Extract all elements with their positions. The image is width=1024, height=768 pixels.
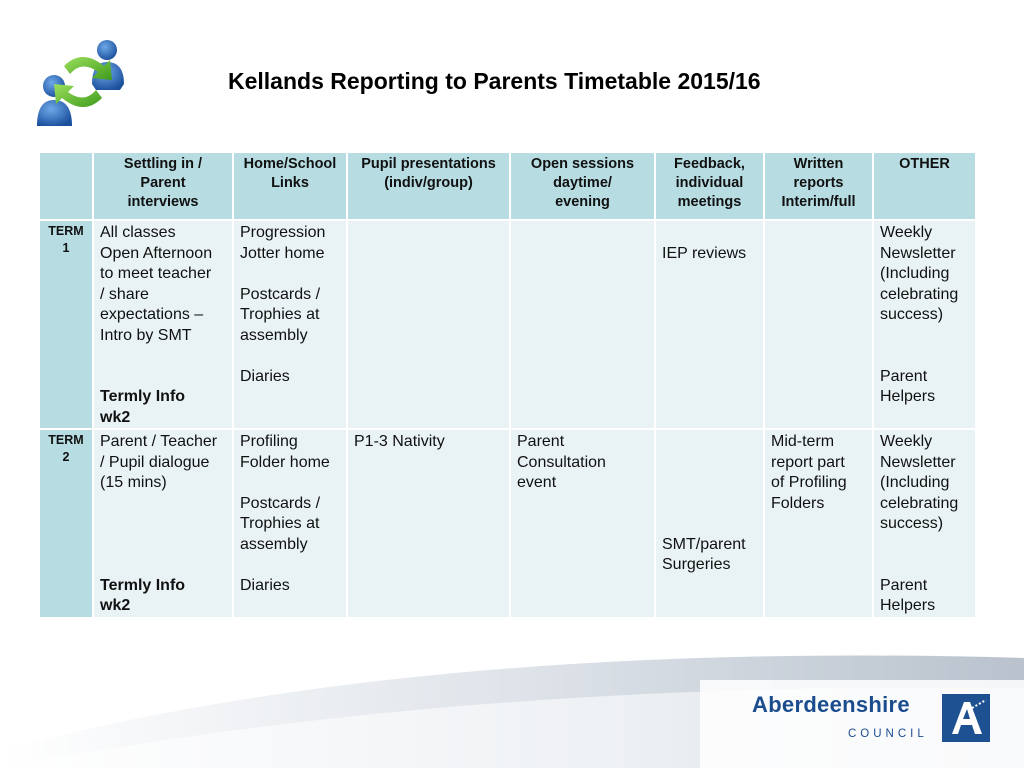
cell-line: Pupil presentations xyxy=(361,156,496,172)
line-gap xyxy=(880,326,969,347)
line-gap xyxy=(100,555,226,576)
table-cell xyxy=(764,220,873,429)
cell-line: Newsletter xyxy=(880,244,956,262)
people-exchange-icon xyxy=(32,36,132,130)
cell-line: / Pupil dialogue xyxy=(100,453,210,471)
column-header xyxy=(655,152,764,220)
cell-line: assembly xyxy=(240,535,308,553)
cell-line: report part xyxy=(771,453,845,471)
cell-line: Feedback, xyxy=(674,156,745,172)
column-header xyxy=(764,152,873,220)
line-gap xyxy=(240,555,340,576)
cell-line: interviews xyxy=(127,194,199,210)
table-cell xyxy=(347,220,510,429)
header-row xyxy=(39,152,976,220)
table-cell xyxy=(764,429,873,618)
cell-line: to meet teacher xyxy=(100,265,212,282)
cell-line: Diaries xyxy=(240,367,290,385)
cell-line: TERM xyxy=(48,224,84,238)
cell-line: Weekly xyxy=(880,224,933,241)
cell-line: Progression xyxy=(240,224,326,241)
cell-line: (Including xyxy=(880,265,950,282)
cell-line: Parent xyxy=(880,367,928,385)
cell-line: Settling in / xyxy=(123,156,203,172)
table-cell xyxy=(655,220,764,429)
line-gap xyxy=(100,367,226,388)
cell-line: Weekly xyxy=(880,433,933,450)
cell-line: expectations – xyxy=(100,306,204,323)
cell-line: IEP reviews xyxy=(662,244,747,262)
cell-line: Parent / Teacher xyxy=(100,433,218,450)
cell-line: assembly xyxy=(240,326,308,344)
cell-line: Interim/full xyxy=(781,194,856,210)
timetable xyxy=(38,151,977,619)
cell-line: Surgeries xyxy=(662,556,731,573)
cell-line: Home/School xyxy=(243,156,337,172)
cell-line: wk2 xyxy=(100,408,131,426)
table-cell xyxy=(510,429,655,618)
term-row xyxy=(39,220,976,429)
table-cell xyxy=(233,220,347,429)
cell-line: celebrating xyxy=(880,494,959,512)
column-header xyxy=(347,152,510,220)
line-gap xyxy=(662,223,757,244)
cell-line: (15 mins) xyxy=(100,474,167,491)
line-gap xyxy=(880,555,969,576)
cell-line: evening xyxy=(555,194,610,210)
cell-line: meetings xyxy=(677,194,742,210)
cell-line: of Profiling xyxy=(771,474,847,491)
column-header xyxy=(93,152,233,220)
line-gap xyxy=(662,432,757,453)
line-gap xyxy=(880,535,969,556)
council-logo xyxy=(752,692,992,746)
table-cell xyxy=(347,429,510,618)
cell-line: Folders xyxy=(771,494,825,512)
table-cell xyxy=(510,220,655,429)
cell-line: SMT/parent xyxy=(662,535,746,553)
cell-line: Mid-term xyxy=(771,433,835,450)
table-cell xyxy=(93,220,233,429)
table-cell xyxy=(233,429,347,618)
cell-line: TERM xyxy=(48,433,84,447)
cell-line: / share xyxy=(100,285,149,303)
cell-line: wk2 xyxy=(100,597,131,614)
line-gap xyxy=(100,535,226,556)
cell-line: Termly Info xyxy=(100,388,186,405)
term-row xyxy=(39,429,976,618)
cell-line: Parent xyxy=(517,433,565,450)
line-gap xyxy=(100,514,226,535)
cell-line: Open Afternoon xyxy=(100,244,213,262)
cell-line: Trophies at xyxy=(240,515,320,532)
cell-line: Helpers xyxy=(880,597,936,614)
table-cell xyxy=(655,429,764,618)
line-gap xyxy=(240,346,340,367)
cell-line: All classes xyxy=(100,224,176,241)
cell-line: Written xyxy=(793,156,844,172)
cell-line: daytime/ xyxy=(553,175,612,191)
cell-line: Folder home xyxy=(240,453,330,471)
line-gap xyxy=(100,346,226,367)
cell-line: Intro by SMT xyxy=(100,326,192,344)
cell-line: P1-3 Nativity xyxy=(354,433,445,450)
column-header xyxy=(510,152,655,220)
cell-line: Consultation xyxy=(517,453,606,471)
cell-line: Postcards / xyxy=(240,494,321,512)
line-gap xyxy=(662,473,757,494)
cell-line: Trophies at xyxy=(240,306,320,323)
cell-line: Diaries xyxy=(240,576,290,594)
term-label xyxy=(39,429,93,618)
line-gap xyxy=(662,514,757,535)
cell-line: Jotter home xyxy=(240,244,325,262)
cell-line: success) xyxy=(880,515,944,532)
cell-line: OTHER xyxy=(899,156,950,172)
line-gap xyxy=(662,453,757,474)
council-subtitle: COUNCIL xyxy=(848,728,928,740)
cell-line: Parent xyxy=(140,175,186,191)
cell-line: (Including xyxy=(880,474,950,491)
cell-line: Helpers xyxy=(880,388,936,405)
term-label xyxy=(39,220,93,429)
page-title: Kellands Reporting to Parents Timetable 2015/16 xyxy=(228,68,761,94)
table-cell xyxy=(873,220,976,429)
council-name: Aberdeenshire xyxy=(752,692,910,717)
line-gap xyxy=(100,494,226,515)
cell-line: celebrating xyxy=(880,285,959,303)
line-gap xyxy=(880,346,969,367)
cell-line: event xyxy=(517,474,557,491)
cell-line: success) xyxy=(880,306,944,323)
line-gap xyxy=(240,264,340,285)
column-header xyxy=(873,152,976,220)
table-cell xyxy=(93,429,233,618)
line-gap xyxy=(662,494,757,515)
cell-line: Profiling xyxy=(240,433,298,450)
table-cell xyxy=(873,429,976,618)
cell-line: Links xyxy=(271,175,309,191)
cell-line: (indiv/group) xyxy=(384,175,473,191)
line-gap xyxy=(240,473,340,494)
header-corner xyxy=(39,152,93,220)
aberdeenshire-a-icon xyxy=(942,694,990,742)
cell-line: Postcards / xyxy=(240,285,321,303)
cell-line: Termly Info xyxy=(100,576,186,594)
cell-line: 1 xyxy=(62,241,70,255)
cell-line: Parent xyxy=(880,576,928,594)
line-gap xyxy=(44,155,88,176)
cell-line: reports xyxy=(793,175,844,191)
cell-line: individual xyxy=(675,175,744,191)
cell-line: 2 xyxy=(62,450,70,464)
cell-line: Newsletter xyxy=(880,453,956,471)
cell-line: Open sessions xyxy=(530,156,635,172)
column-header xyxy=(233,152,347,220)
